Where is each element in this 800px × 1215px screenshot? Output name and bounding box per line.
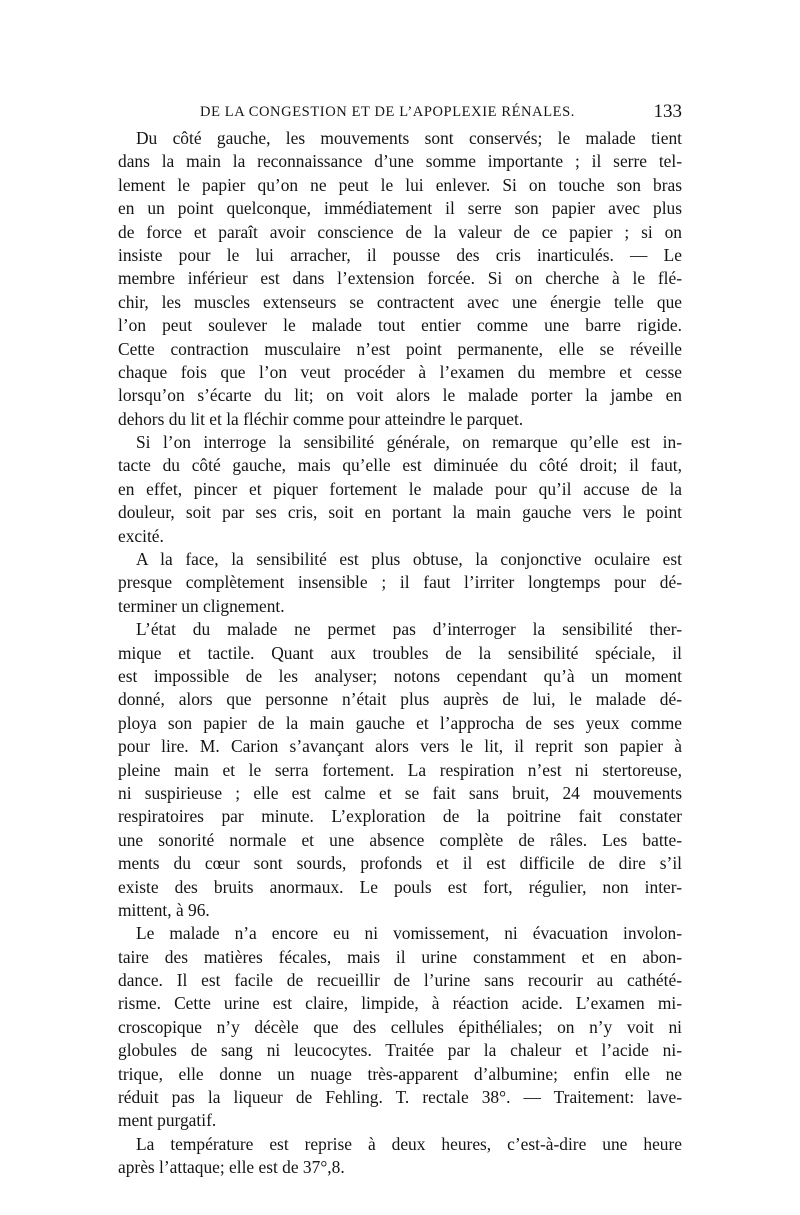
text-line: respiratoires par minute. L’exploration de la poitrine fait constater	[118, 806, 682, 827]
text-line: Si l’on interroge la sensibilité générale, on remarque qu’elle est in-	[136, 432, 682, 453]
text-line: chir, les muscles extenseurs se contractent avec une énergie telle que	[118, 291, 682, 312]
text-line: dehors du lit et la fléchir comme pour atteindre le parquet.	[118, 408, 524, 429]
text-line: lorsqu’on s’écarte du lit; on voit alors le malade porter la jambe en	[118, 385, 682, 406]
text-line: membre inférieur est dans l’extension forcée. Si on cherche à le flé-	[118, 268, 682, 289]
text-line: lement le papier qu’on ne peut le lui enlever. Si on touche son bras	[118, 174, 682, 195]
text-line: dance. Il est facile de recueillir de l’urine sans recourir au cathété-	[118, 970, 682, 991]
text-line: presque complètement insensible ; il faut l’irriter longtemps pour dé-	[118, 572, 682, 593]
text-line: ments du cœur sont sourds, profonds et il est difficile de dire s’il	[118, 853, 682, 874]
text-line: une sonorité normale et une absence complète de râles. Les batte-	[118, 829, 682, 850]
text-line: l’on peut soulever le malade tout entier comme une barre rigide.	[118, 315, 682, 336]
paragraph-facial-sensibility	[118, 548, 682, 618]
text-line: ni suspirieuse ; elle est calme et se fait sans bruit, 24 mouvements	[118, 782, 682, 803]
text-line: en un point quelconque, immédiatement il serre son papier avec plus	[118, 198, 682, 219]
text-line: A la face, la sensibilité est plus obtuse, la conjonctive oculaire est	[136, 549, 682, 570]
text-line: taire des matières fécales, mais il urine constamment et en abon-	[118, 946, 682, 967]
paragraph-general-sensibility	[118, 431, 682, 548]
text-line: chaque fois que l’on veut procéder à l’examen du membre et cesse	[118, 361, 682, 382]
text-line: dans la main la reconnaissance d’une somme importante ; il serre tel-	[118, 151, 682, 172]
paragraph-urine-exam	[118, 922, 682, 1133]
text-line: globules de sang ni leucocytes. Traitée par la chaleur et l’acide ni-	[118, 1040, 682, 1061]
text-line: insiste pour le lui arracher, il pousse des cris inarticulés. — Le	[118, 244, 682, 265]
text-line: mique et tactile. Quant aux troubles de la sensibilité spéciale, il	[118, 642, 682, 663]
text-line: est impossible de les analyser; notons cependant qu’à un moment	[118, 665, 682, 686]
text-line: L’état du malade ne permet pas d’interroger la sensibilité ther-	[136, 619, 682, 640]
text-line: de force et paraît avoir conscience de la valeur de ce papier ; si on	[118, 221, 682, 242]
text-line: donné, alors que personne n’était plus auprès de lui, le malade dé-	[118, 689, 682, 710]
text-line: en effet, pincer et piquer fortement le malade pour qu’il accuse de la	[118, 478, 682, 499]
text-line: ploya son papier de la main gauche et l’approcha de ses yeux comme	[118, 712, 682, 733]
text-line: tacte du côté gauche, mais qu’elle est diminuée du côté droit; il faut,	[118, 455, 682, 476]
text-line: Le malade n’a encore eu ni vomissement, ni évacuation involon-	[136, 923, 682, 944]
text-line: douleur, soit par ses cris, soit en portant la main gauche vers le point	[118, 502, 682, 523]
text-line: croscopique n’y décèle que des cellules épithéliales; on n’y voit ni	[118, 1016, 682, 1037]
text-line: pleine main et le serra fortement. La respiration n’est ni stertoreuse,	[118, 759, 682, 780]
text-line: Cette contraction musculaire n’est point permanente, elle se réveille	[118, 338, 682, 359]
paragraph-special-senses	[118, 618, 682, 922]
text-line: après l’attaque; elle est de 37°,8.	[118, 1157, 345, 1178]
text-line: La température est reprise à deux heures, c’est-à-dire une heure	[136, 1133, 682, 1154]
text-line: Du côté gauche, les mouvements sont conservés; le malade tient	[136, 128, 682, 148]
text-line: terminer un clignement.	[118, 595, 285, 616]
running-title: DE LA CONGESTION ET DE L’APOPLEXIE RÉNALES.	[200, 104, 575, 120]
page-number: 133	[653, 101, 682, 122]
text-line: mittent, à 96.	[118, 899, 210, 920]
text-line: réduit pas la liqueur de Fehling. T. rectale 38°. — Traitement: lave-	[118, 1087, 682, 1108]
paragraph-motor-signs	[118, 127, 682, 431]
paragraph-temperature	[118, 1133, 682, 1180]
running-head	[118, 100, 682, 124]
text-line: ment purgatif.	[118, 1110, 217, 1131]
text-line: risme. Cette urine est claire, limpide, à réaction acide. L’examen mi-	[118, 993, 682, 1014]
text-line: excité.	[118, 525, 164, 546]
body-text	[118, 127, 682, 1180]
text-line: pour lire. M. Carion s’avançant alors vers le lit, il reprit son papier à	[118, 736, 682, 757]
text-line: existe des bruits anormaux. Le pouls est fort, régulier, non inter-	[118, 876, 682, 897]
text-line: trique, elle donne un nuage très-apparent d’albumine; enfin elle ne	[118, 1063, 682, 1084]
